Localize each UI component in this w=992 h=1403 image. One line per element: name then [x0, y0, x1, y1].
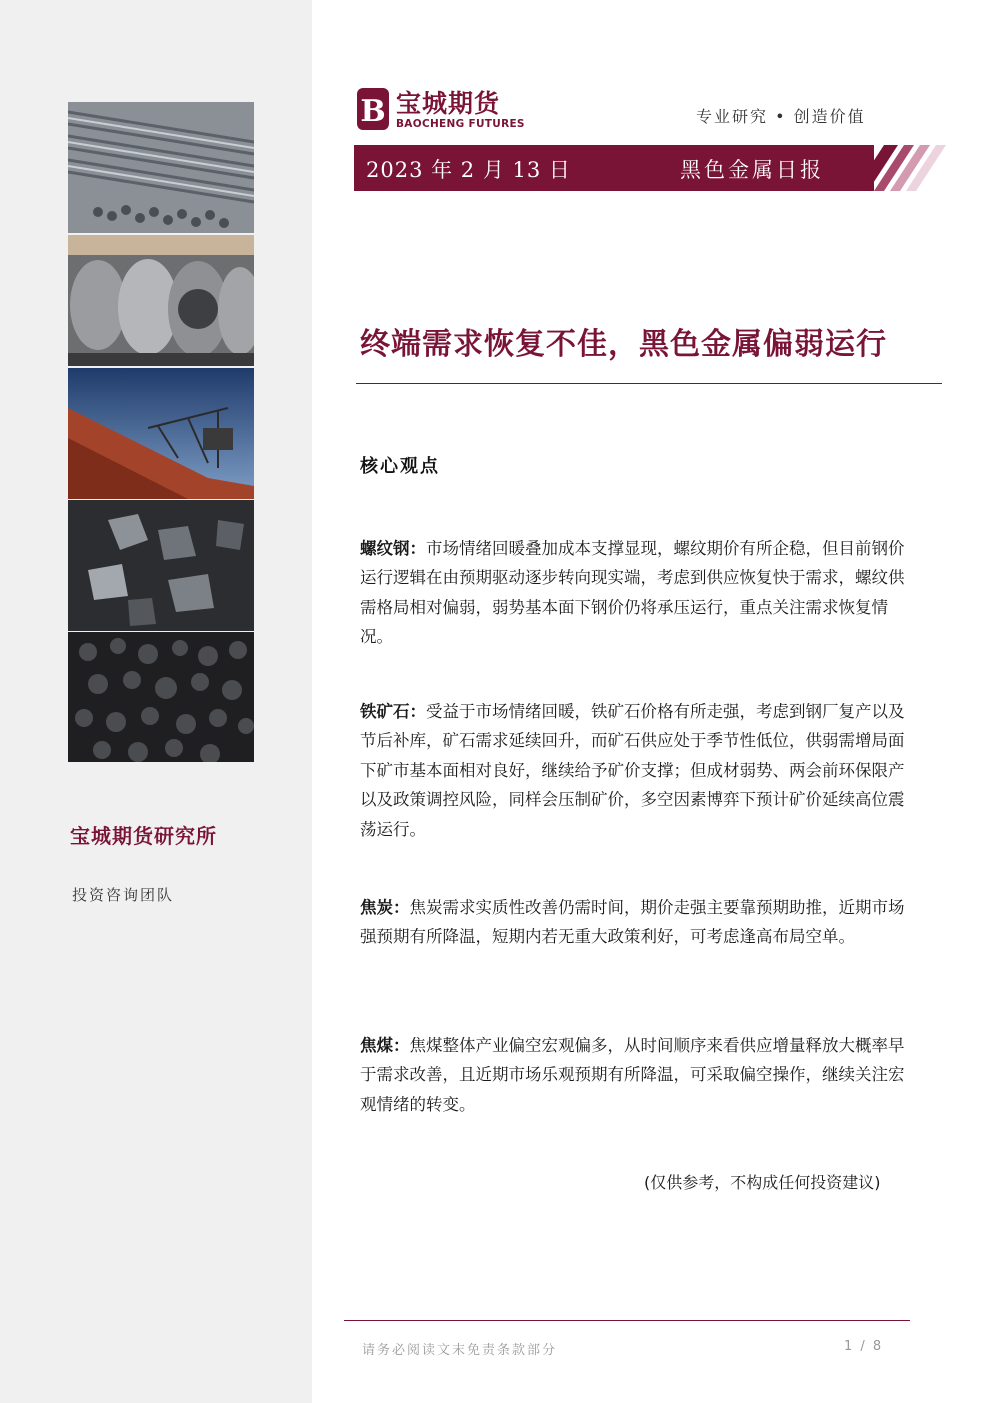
paragraph-label: 焦煤： [360, 1036, 410, 1055]
institute-name: 宝城期货研究所 [70, 824, 217, 848]
paragraph-text: 市场情绪回暖叠加成本支撑显现，螺纹期价有所企稳，但目前钢价运行逻辑在由预期驱动逐步转向现实端，考虑到供应恢复快于需求，螺纹供需格局相对偏弱，弱势基本面下钢价仍将承压运行，重点关注需求恢复情况。 [360, 539, 905, 647]
report-headline: 终端需求恢复不佳，黑色金属偏弱运行 [360, 327, 887, 362]
footer-divider [344, 1320, 910, 1321]
banner-stripes [854, 145, 946, 191]
page-number: 1 / 8 [844, 1339, 884, 1354]
paragraph-coking-coal [360, 1031, 916, 1119]
iron-ore-stacker-image [68, 368, 254, 499]
paragraph-text: 受益于市场情绪回暖，铁矿石价格有所走强，考虑到钢厂复产以及节后补库，矿石需求延续回升，而矿石供应处于季节性低位，供弱需增局面下矿市基本面相对良好，继续给予矿价支撑；但成材弱势、两会前环保限产以及政策调控风险，同样会压制矿价，多空因素博弈下预计矿价延续高位震荡运行。 [360, 702, 905, 839]
paragraph-iron-ore [360, 697, 916, 844]
footer-note: 请务必阅读文末免责条款部分 [362, 1343, 558, 1358]
coke-image [68, 632, 254, 762]
disclaimer: (仅供参考，不构成任何投资建议) [644, 1173, 881, 1192]
paragraph-label: 焦炭： [360, 898, 410, 917]
headline-divider [356, 383, 942, 384]
report-date: 2023 年 2 月 13 日 [366, 158, 571, 182]
steel-coil-image [68, 235, 254, 366]
section-title: 核心观点 [360, 456, 440, 477]
brand-name-cn: 宝城期货 [396, 89, 501, 118]
steel-rebar-image [68, 102, 254, 233]
paragraph-text: 焦炭需求实质性改善仍需时间，期价走强主要靠预期助推，近期市场强预期有所降温，短期内若无重大政策利好，可考虑逢高布局空单。 [360, 898, 905, 947]
paragraph-rebar [360, 534, 916, 652]
report-banner [354, 145, 944, 191]
report-type: 黑色金属日报 [680, 158, 824, 182]
svg-text:B: B [360, 94, 386, 129]
paragraph-label: 螺纹钢： [360, 539, 426, 558]
paragraph-text: 焦煤整体产业偏空宏观偏多，从时间顺序来看供应增量释放大概率早于需求改善，且近期市场乐观预期有所降温，可采取偏空操作，继续关注宏观情绪的转变。 [360, 1036, 905, 1114]
paragraph-label: 铁矿石： [360, 702, 426, 721]
sidebar [0, 0, 312, 1403]
brand-name-en: BAOCHENG FUTURES [396, 118, 525, 130]
logo-emblem-icon [356, 84, 392, 134]
brand-logo [356, 84, 526, 134]
brand-slogan: 专业研究 • 创造价值 [696, 107, 866, 126]
paragraph-coke [360, 893, 916, 952]
coal-image [68, 500, 254, 631]
team-name: 投资咨询团队 [72, 886, 175, 904]
